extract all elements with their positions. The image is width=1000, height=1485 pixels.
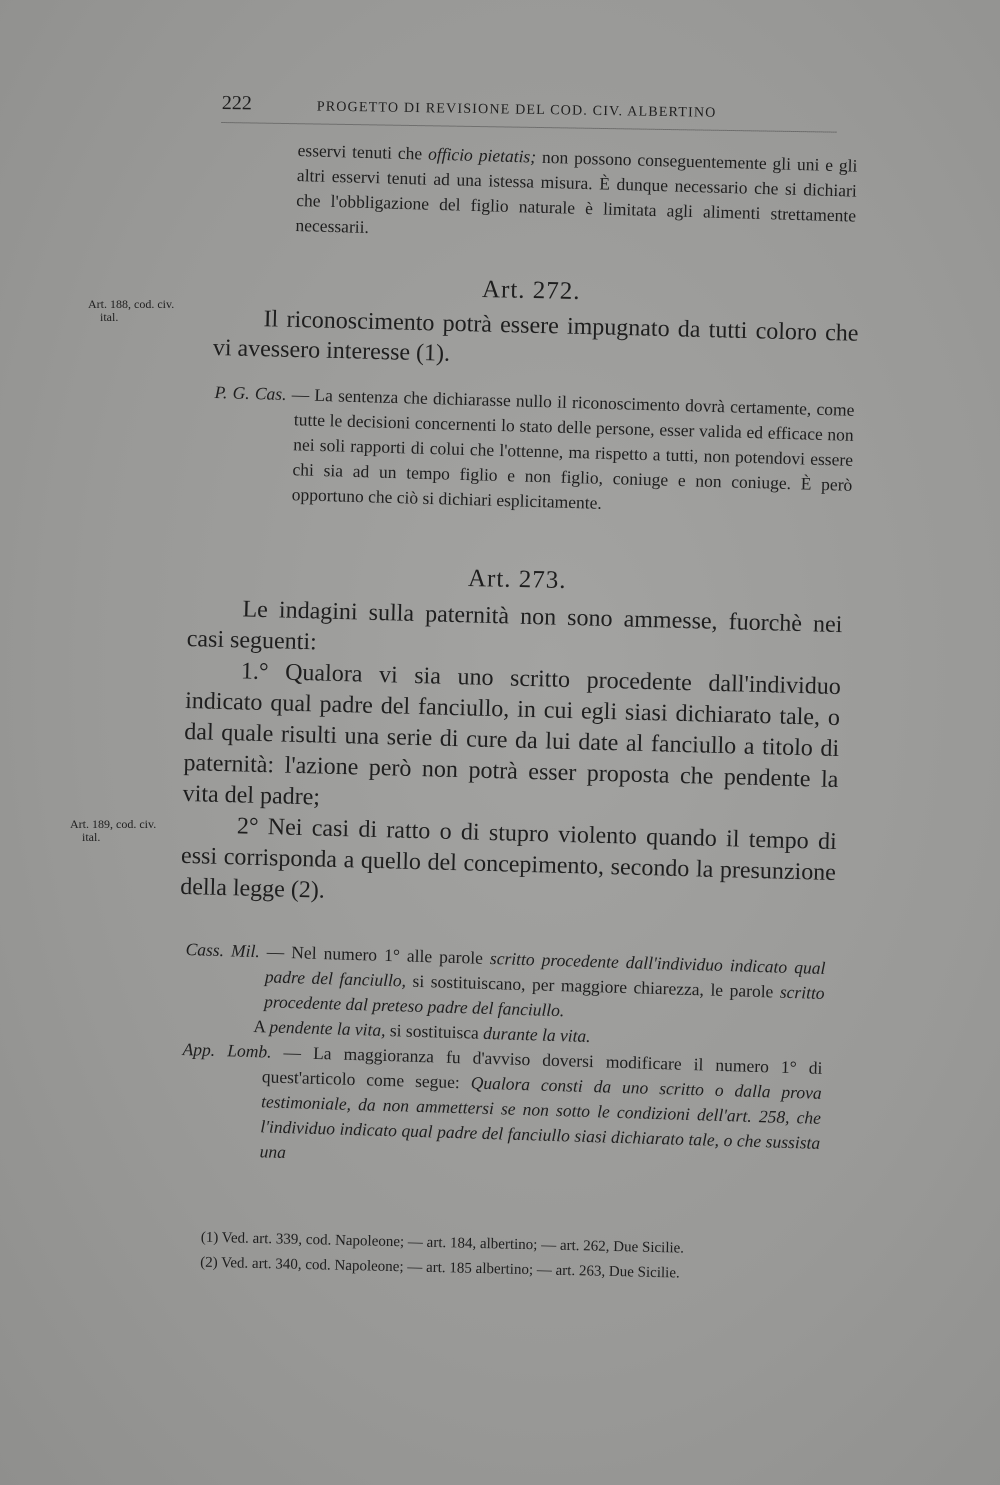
article-273-commentary	[179, 937, 825, 1181]
footnote-2: (2) Ved. art. 340, cod. Napoleone; — art. 185 albertino; — art. 263, Due Sicilie.	[200, 1254, 680, 1282]
commentary-pendente: A pendente la vita, si sostituisca durante la vita.	[253, 1016, 591, 1047]
article-273-item-2: 2° Nei casi di ratto o di stupro violento quando il tempo di essi corrisponda a quello del concepimento, secondo la presunzione della legge (2).	[179, 813, 838, 904]
margin-note-art-189: Art. 189, cod. civ. ital.	[70, 817, 157, 844]
header-rule	[222, 122, 837, 133]
footnote-1: (1) Ved. art. 339, cod. Napoleone; — art. 184, albertino; — art. 262, Due Sicilie.	[200, 1229, 685, 1257]
page-number: 222	[221, 92, 252, 115]
article-273-item-1: 1.° Qualora vi sia uno scritto procedente dall'individuo indicato qual padre del fanciullo, in cui egli siasi dichiarato tale, o dal quale risulti una serie di cure da lui date al fanciullo a titolo di paternità: l'azione però non potrà esser proposta che pendente la vita del padre;	[182, 658, 842, 811]
article-273-text	[180, 593, 843, 920]
margin-note-art-188: Art. 188, cod. civ. ital.	[88, 297, 175, 324]
page-header	[222, 92, 842, 132]
article-273-title: Art. 273.	[467, 564, 567, 595]
continuation-paragraph: esservi tenuti che officio pietatis; non possono conseguentemente gli uni e gli altri esservi tenuti ad una istessa misura. È dunque necessario che si dichiari che l'obbligazione del figlio naturale è limitata agli alimenti strettamente necessarii.	[295, 139, 858, 238]
commentary-app-lomb: App. Lomb. — La maggioranza fu d'avviso doversi modificare il numero 1° di quest'articolo come segue: Qualora consti da uno scritto o dalla prova testimoniale, da non ammettersi se non sotto le condizioni dell'art. 258, che l'individuo indicato qual padre del fanciullo siasi dichiarato tale, o che sussista una	[182, 1038, 823, 1163]
article-272-title: Art. 272.	[481, 275, 581, 306]
article-273-intro: Le indagini sulla paternità non sono ammesse, fuorchè nei casi seguenti:	[186, 596, 843, 656]
commentary-cass-mil: Cass. Mil. — Nel numero 1° alle parole scritto procedente dall'individuo indicato qual padre del fanciullo, si sostituiscano, per maggiore chiarezza, le parole scritto procedente dal preteso padre del fanciullo.	[185, 938, 826, 1021]
footnotes	[172, 1228, 823, 1293]
running-head: PROGETTO DI REVISIONE DEL COD. CIV. ALBERTINO	[316, 99, 717, 121]
article-272-commentary: P. G. Cas. — La sentenza che dichiarasse nullo il riconoscimento dovrà certamente, come tutte le decisioni concernenti lo stato delle persone, esser valida ed efficace non nei soli rapporti di colui che l'ottenne, ma rispetto a tutti, non potendovi essere chi sia ad un tempo figlio e non figlio, coniuge e non coniuge. È però opportuno che ciò si dichiari esplicitamente.	[214, 381, 855, 513]
article-272-text: Il riconoscimento potrà essere impugnato da tutti coloro che vi avessero interesse (1).	[212, 306, 859, 367]
